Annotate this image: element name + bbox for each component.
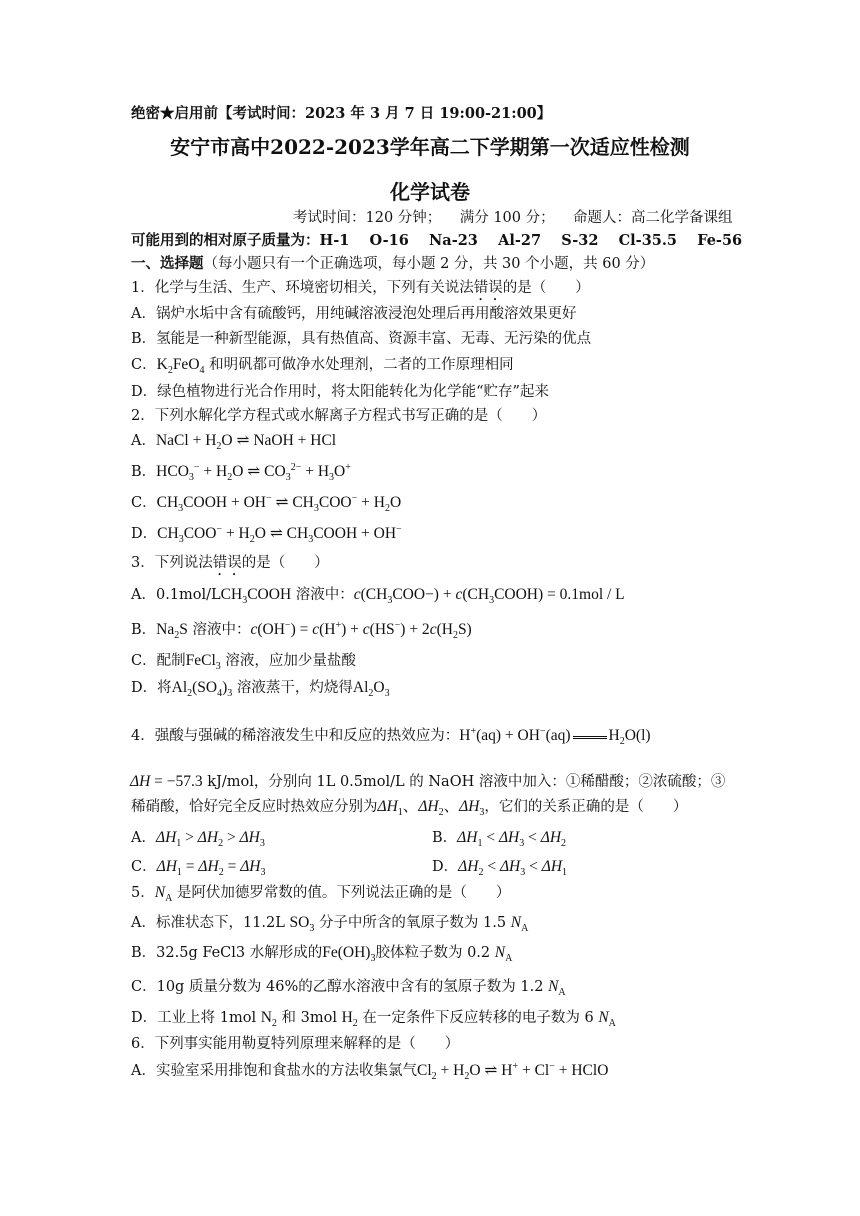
atomic-masses: 可能用到的相对原子质量为：H-1 O-16 Na-23 Al-27 S-32 Cl-35.5 Fe-56 <box>131 232 743 249</box>
q2-option-b: B．$HCO_3^- + H_2O$ ⇌ $CO_3^{2-} + H_3O^+$ <box>131 461 351 484</box>
q2-option-d: D．$CH_3COO^- + H_2O$ ⇌ $CH_3COOH + OH^-$ <box>131 523 402 546</box>
section-heading <box>131 254 654 274</box>
q2-stem: 2．下列水解化学方程式或水解离子方程式书写正确的是（ ） <box>131 408 547 424</box>
q6-stem: 6．下列事实能用勒夏特列原理来解释的是（ ） <box>131 1036 460 1052</box>
q6-option-a: A．实验室采用排饱和食盐水的方法收集氯气$Cl_2 + H_2O$ ⇌ H+ + Cl− + HClO <box>131 1060 609 1083</box>
q1-option-a: A．锅炉水垢中含有硫酸钙，用纯碱溶液浸泡处理后再用酸溶效果更好 <box>131 306 577 322</box>
q2-option-a: A．NaCl + $H_2O$ ⇌ NaOH + HCl <box>131 432 337 453</box>
section-note: （每小题只有一个正确选项，每小题 2 分，共 30 个小题，共 60 分） <box>203 256 655 272</box>
q2-option-c: C．$CH_3COOH + OH^-$ ⇌ $CH_3COO^- + H_2O$ <box>131 492 402 515</box>
q3-option-a: A．$0.1mol/LCH_3COOH$ 溶液中：$c(CH_3COO-)$ + $c(CH_3COOH) = 0.1mol / L$ <box>131 586 625 607</box>
q5-option-d: D．工业上将 1mol $N_2$ 和 3mol $H_2$ 在一定条件下反应转移的电子数为 6 $N_A$ <box>131 1009 616 1030</box>
q1-option-b: B．氢能是一种新型能源，具有热值高、资源丰富、无毒、无污染的优点 <box>131 331 592 347</box>
q4-line3: 稀硝酸，恰好完全反应时热效应分别为$\Delta H_1$、$\Delta H_2$、$\Delta H_3$，它们的关系正确的是（ ） <box>131 798 688 819</box>
equals-sign <box>573 733 607 739</box>
q5-option-b: B．32.5g FeCl3 水解形成的$Fe(OH)_3$胶体粒子数为 0.2 $N_A$ <box>131 944 513 965</box>
q5-stem: 5．$N_A$ 是阿伏加德罗常数的值。下列说法正确的是（ ） <box>131 884 511 905</box>
q4-option-c: C．$\Delta H_1 = \Delta H_2 = \Delta H_3$ <box>131 858 266 879</box>
emphasis-mark: 错误 <box>473 280 503 296</box>
q3-option-d: D．将$Al_2(SO_4)_3$ 溶液蒸干，灼烧得$Al_2O_3$ <box>131 679 390 700</box>
q1-stem: 1．化学与生活、生产、环境密切相关，下列有关说法错误的是（ ） <box>131 280 590 296</box>
q5-option-c: C．10g 质量分数为 46%的乙醇水溶液中含有的氢原子数为 1.2 $N_A$ <box>131 978 566 999</box>
q3-stem: 3．下列说法错误的是（ ） <box>131 555 329 571</box>
section-title: 一、选择题 <box>131 255 204 272</box>
exam-title: 安宁市高中2022-2023学年高二下学期第一次适应性检测 <box>170 135 690 159</box>
q4-option-b: B．$\Delta H_1 < \Delta H_3 < \Delta H_2$ <box>432 829 567 850</box>
q5-option-a: A．标准状态下，11.2L $SO_3$ 分子中所含的氧原子数为 1.5 $N_A$ <box>131 914 529 935</box>
q4-line2: ΔH = −57.3 kJ/mol，分别向 1L 0.5mol/L 的 NaOH 溶液中加入：①稀醋酸；②浓硫酸；③ <box>130 773 726 790</box>
q1-option-c: C．$K_2FeO_4$ 和明矾都可做净水处理剂，二者的工作原理相同 <box>131 356 514 377</box>
subject-title: 化学试卷 <box>390 180 470 204</box>
q3-option-c: C．配制FeCl$_3$ 溶液，应加少量盐酸 <box>131 652 356 673</box>
emphasis-mark: 错误 <box>212 555 242 571</box>
secret-header: 绝密★启用前【考试时间：2023 年 3 月 7 日 19:00-21:00】 <box>131 105 552 122</box>
q4-stem: 4．强酸与强碱的稀溶液发生中和反应的热效应为：H+(aq) + OH−(aq) $H_2O(l)$ <box>131 725 651 748</box>
q4-option-a: A．$\Delta H_1 > \Delta H_2 > \Delta H_3$ <box>131 829 265 850</box>
q4-option-d: D．$\Delta H_2 < \Delta H_3 < \Delta H_1$ <box>432 858 568 879</box>
q1-option-d: D．绿色植物进行光合作用时，将太阳能转化为化学能“贮存”起来 <box>131 384 549 400</box>
exam-info: 考试时间：120 分钟； 满分 100 分； 命题人：高二化学备课组 <box>293 210 733 226</box>
q3-option-b: B．$Na_2S$ 溶液中：$c(OH^-) = c(H^+) + c(HS^-) + 2c(H_2S)$ <box>131 619 472 642</box>
